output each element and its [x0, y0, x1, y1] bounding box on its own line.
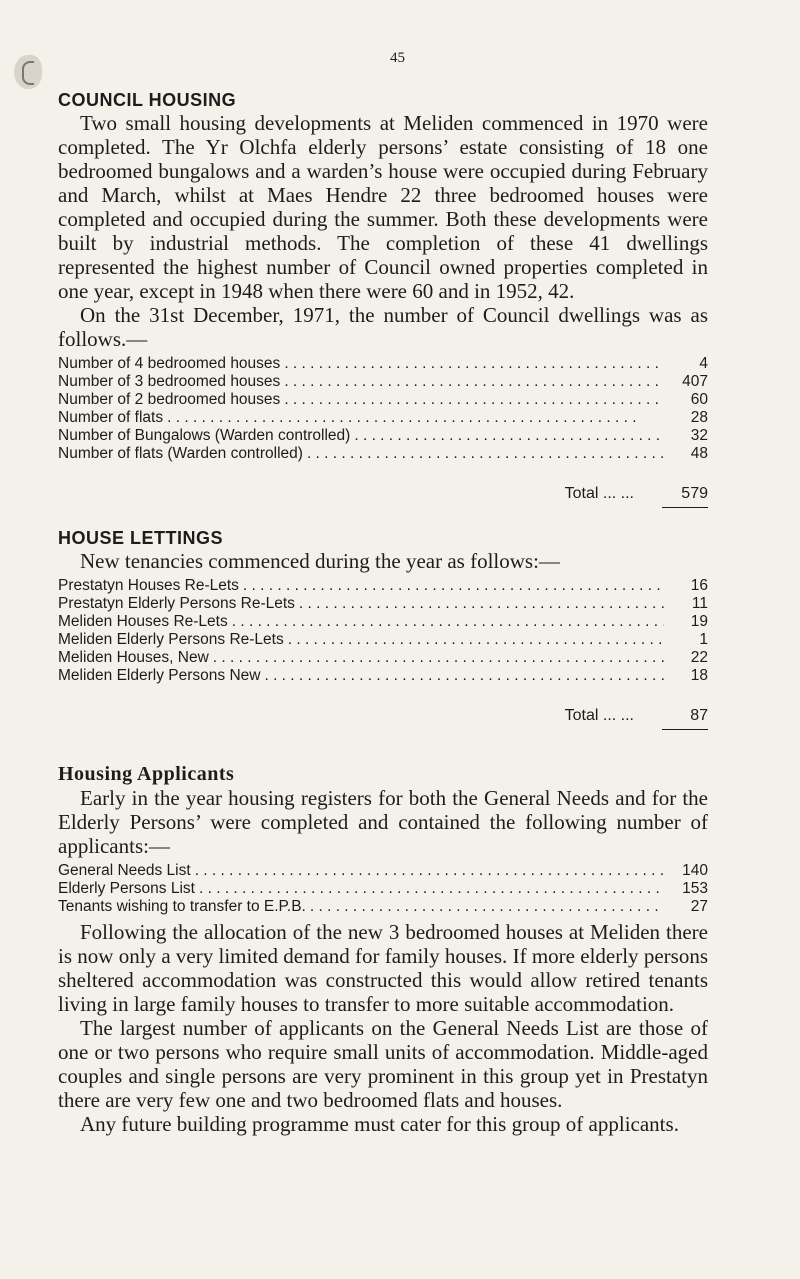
item-value: 153 [682, 880, 708, 897]
item-label: Number of 3 bedroomed houses [58, 373, 281, 390]
list-item [58, 445, 708, 463]
list-item [58, 613, 708, 631]
list-item [58, 880, 708, 898]
item-value: 60 [690, 391, 708, 408]
list-item [58, 862, 708, 880]
item-label: Number of 2 bedroomed houses [58, 391, 281, 408]
applicants-list [58, 862, 708, 916]
item-label: Number of flats (Warden controlled) [58, 445, 303, 462]
item-label: Elderly Persons List [58, 880, 195, 897]
item-label: Meliden Elderly Persons Re-Lets [58, 631, 284, 648]
item-label: Number of flats [58, 409, 164, 426]
item-label: Meliden Houses, New [58, 649, 209, 666]
item-label: Number of 4 bedroomed houses [58, 355, 281, 372]
list-item [58, 427, 708, 445]
item-label: General Needs List [58, 862, 191, 879]
total-value: 87 [690, 707, 708, 724]
item-value: 140 [682, 862, 708, 879]
dot-leader [288, 631, 664, 649]
housing-applicants-paragraph-3: The largest number of applicants on the General Needs List are those of one or two persons who require small units of accommodation. Middle-aged couples and single persons are very prominent in this group yet in Prestatyn there are very few one and two bedroomed flats and houses. [58, 1016, 708, 1112]
dot-leader [167, 409, 664, 427]
council-housing-heading: COUNCIL HOUSING [58, 90, 237, 110]
dot-leader [354, 427, 664, 445]
housing-applicants-paragraph-2: Following the allocation of the new 3 bedroomed houses at Meliden there is now only a very limited demand for family houses. If more elderly persons sheltered accommodation was constructed this would allow retired tenants living in large family houses to transfer to more suitable accommodation. [58, 920, 708, 1016]
total-value: 579 [681, 485, 708, 502]
list-item [58, 373, 708, 391]
dot-leader [243, 577, 664, 595]
council-housing-paragraph-2: On the 31st December, 1971, the number of Council dwellings was as follows.— [58, 303, 708, 351]
list-item [58, 391, 708, 409]
item-value: 28 [690, 409, 708, 426]
list-item [58, 631, 708, 649]
house-lettings-section [58, 528, 708, 730]
housing-applicants-paragraph-1: Early in the year housing registers for both the General Needs and for the Elderly Persons’ were completed and contained the following number of applicants:— [58, 786, 708, 858]
item-value: 27 [690, 898, 708, 915]
item-value: 22 [690, 649, 708, 666]
list-item [58, 595, 708, 613]
item-value: 48 [690, 445, 708, 462]
item-label: Meliden Elderly Persons New [58, 667, 261, 684]
item-label: Tenants wishing to transfer to E.P.B. [58, 898, 306, 915]
list-item [58, 649, 708, 667]
lettings-total [58, 707, 708, 725]
council-housing-paragraph-1: Two small housing developments at Meliden commenced in 1970 were completed. The Yr Olchfa elderly persons’ estate consisting of 18 one bedroomed bungalows and a warden’s house were occupied during February and March, whilst at Maes Hendre 22 three bedroomed houses were completed and occupied during the summer. Both these developments were built by industrial methods. The completion of these 41 dwellings represented the highest number of Council owned properties completed in one year, except in 1948 when there were 60 and in 1952, 42. [58, 111, 708, 303]
item-label: Number of Bungalows (Warden controlled) [58, 427, 351, 444]
house-lettings-heading: HOUSE LETTINGS [58, 528, 224, 548]
list-item [58, 577, 708, 595]
total-rule [662, 507, 708, 508]
dot-leader [284, 391, 664, 409]
council-dwellings-total [58, 485, 708, 503]
dot-leader [310, 898, 664, 916]
item-label: Prestatyn Elderly Persons Re-Lets [58, 595, 295, 612]
item-value: 18 [690, 667, 708, 684]
dot-leader [232, 613, 664, 631]
lettings-list [58, 577, 708, 685]
council-dwellings-list [58, 355, 708, 463]
list-item [58, 409, 708, 427]
list-item [58, 667, 708, 685]
dot-leader [195, 862, 664, 880]
item-value: 16 [690, 577, 708, 594]
page-number: 45 [390, 50, 405, 66]
binding-hole-mark [14, 55, 42, 89]
total-label: Total ... ... [564, 707, 634, 724]
dot-leader [213, 649, 664, 667]
list-item [58, 898, 708, 916]
item-value: 11 [691, 595, 708, 612]
total-rule [662, 729, 708, 730]
item-value: 407 [682, 373, 708, 390]
item-label: Meliden Houses Re-Lets [58, 613, 228, 630]
housing-applicants-paragraph-4: Any future building programme must cater for this group of applicants. [80, 1112, 679, 1136]
item-value: 19 [690, 613, 708, 630]
housing-applicants-heading: Housing Applicants [58, 763, 235, 785]
council-housing-section [58, 90, 708, 508]
item-value: 32 [690, 427, 708, 444]
dot-leader [284, 355, 664, 373]
dot-leader [264, 667, 664, 685]
house-lettings-intro: New tenancies commenced during the year as follows:— [80, 549, 560, 573]
dot-leader [199, 880, 664, 898]
list-item [58, 355, 708, 373]
housing-applicants-section [58, 763, 708, 1136]
item-value: 4 [699, 355, 708, 372]
dot-leader [307, 445, 664, 463]
item-label: Prestatyn Houses Re-Lets [58, 577, 239, 594]
dot-leader [284, 373, 664, 391]
dot-leader [299, 595, 664, 613]
total-label: Total ... ... [564, 485, 634, 502]
item-value: 1 [699, 631, 708, 648]
